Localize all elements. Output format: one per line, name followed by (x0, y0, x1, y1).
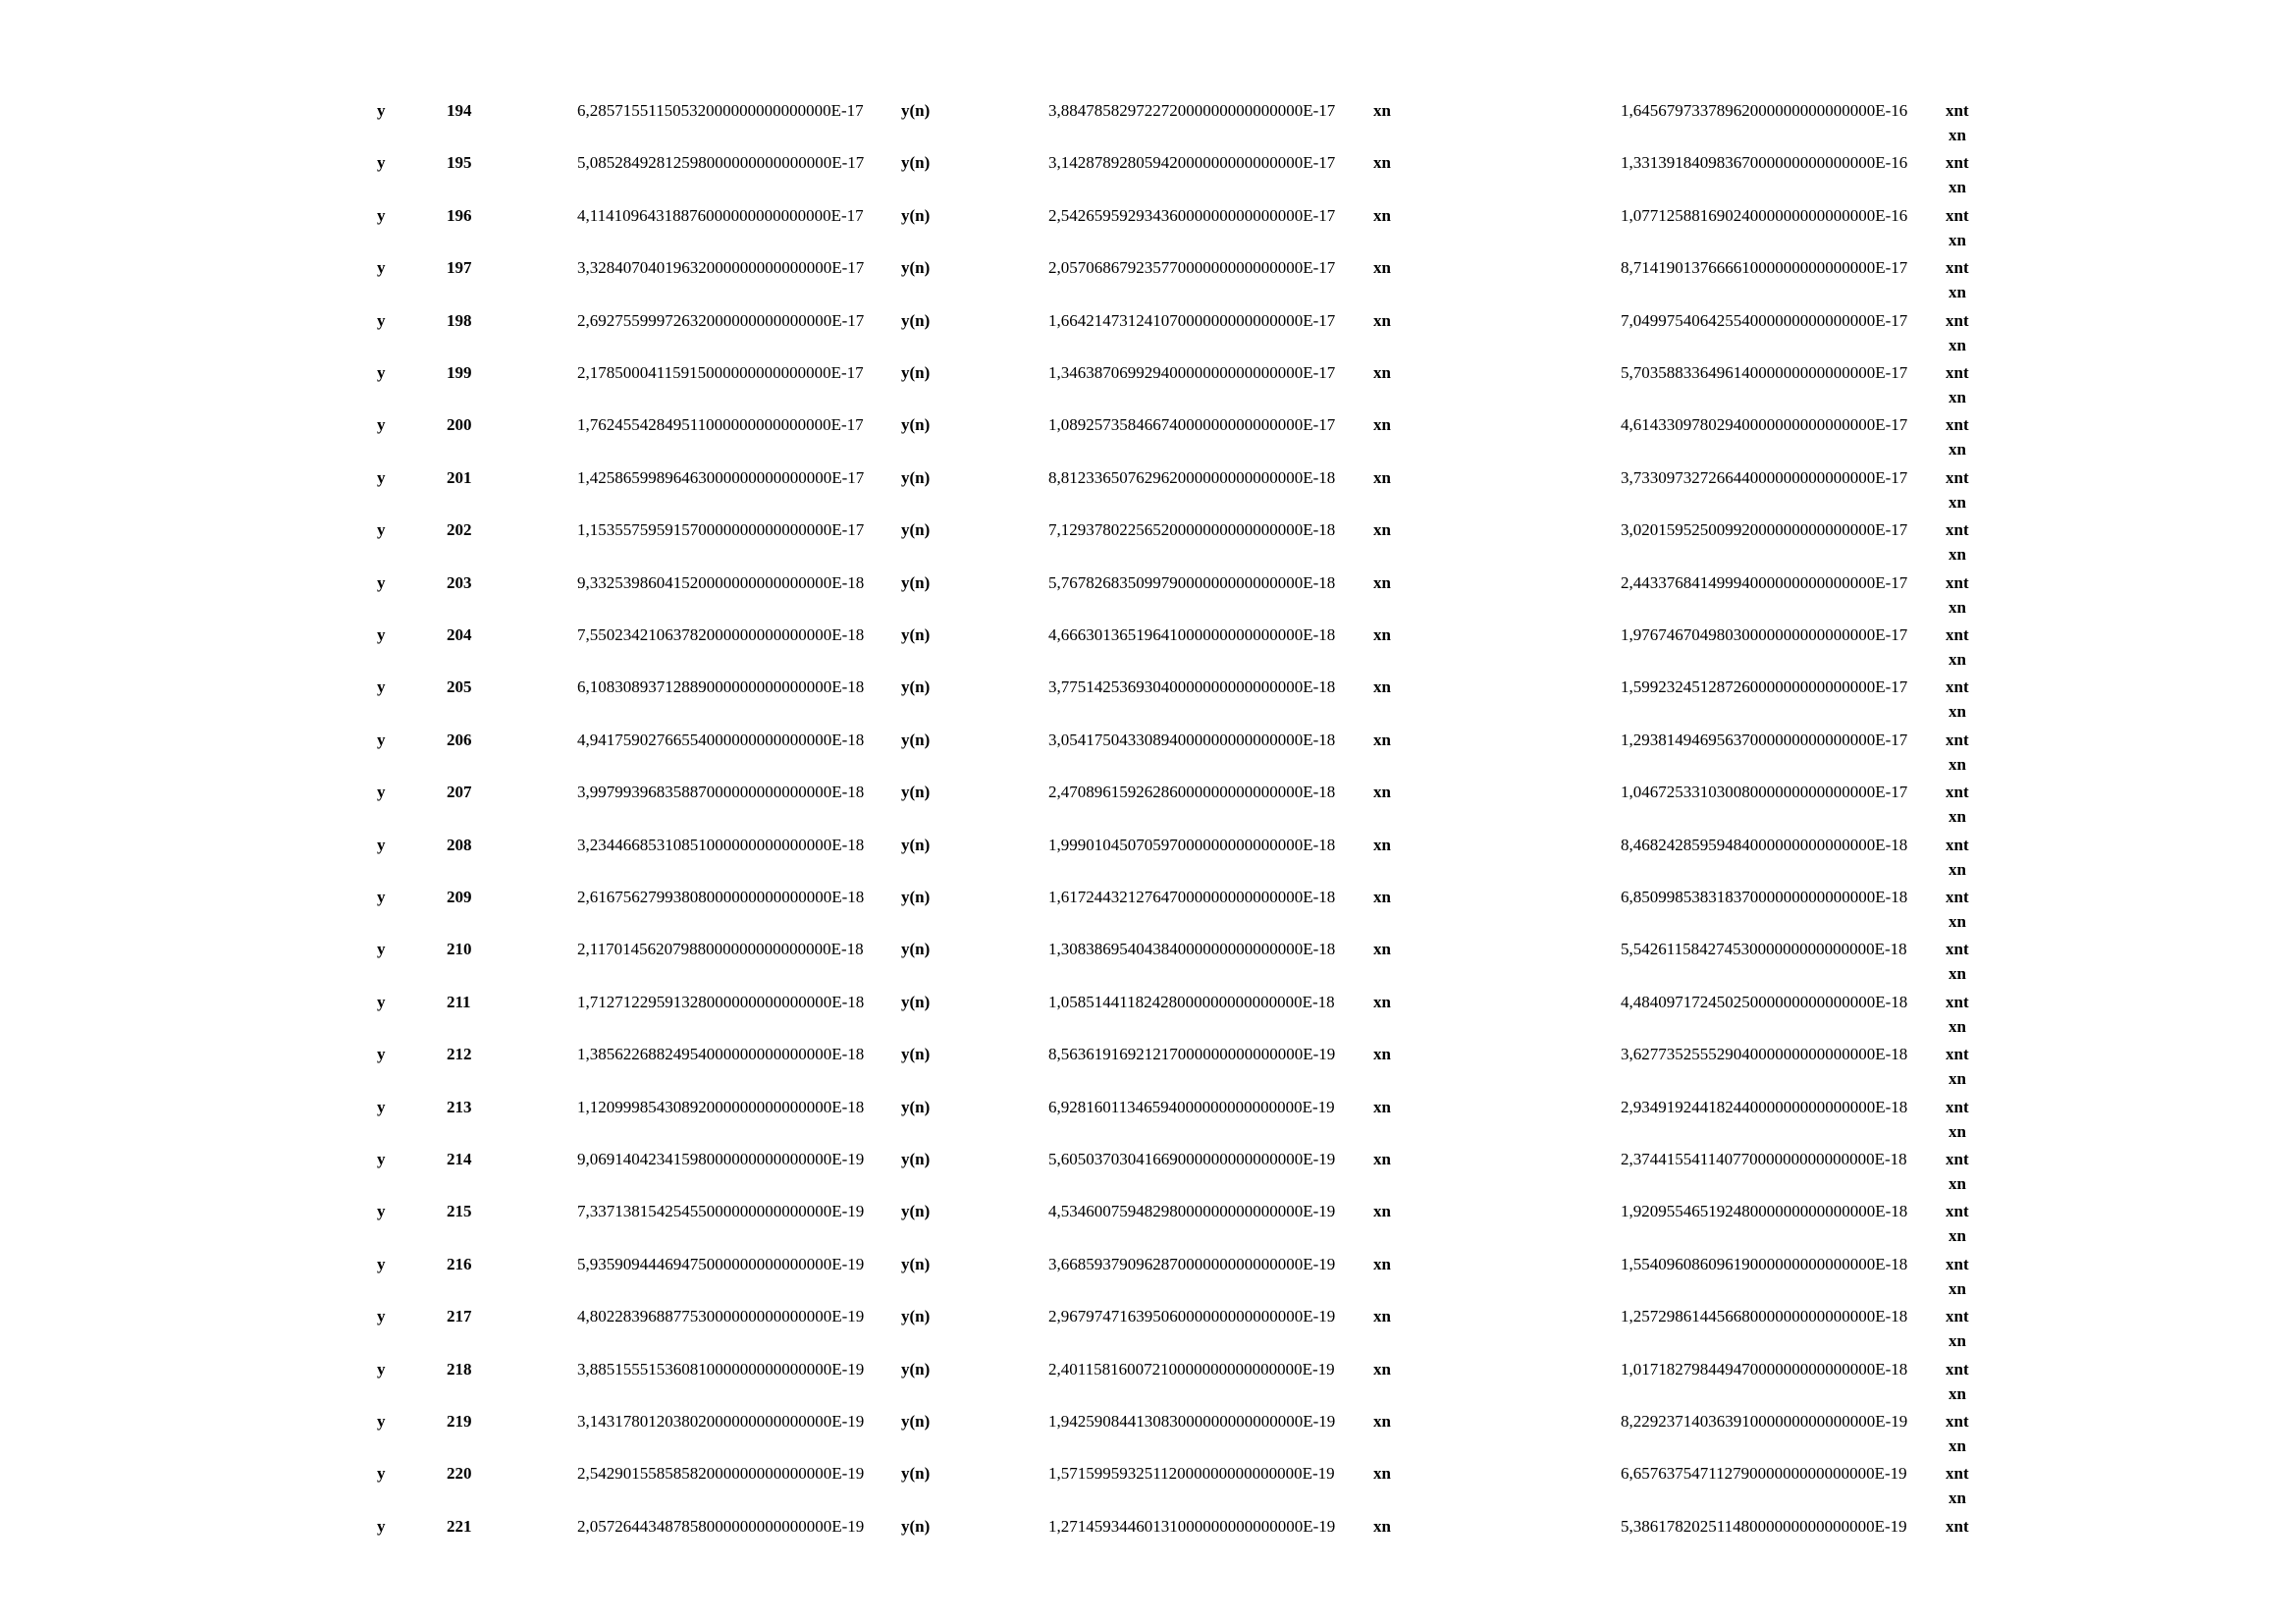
row-label: y (377, 311, 386, 330)
value-xn: 7,12937802256520000000000000000E-18 (1048, 520, 1336, 539)
value-xnt: 8,46824285959484000000000000000E-18 (1621, 836, 1908, 854)
tag-yn: y(n) (901, 1517, 931, 1536)
tag-xn: xn (1373, 206, 1391, 225)
value-yn: 3,88515551536081000000000000000E-19 (577, 1360, 865, 1379)
value-xn: 2,47089615926286000000000000000E-18 (1048, 783, 1336, 801)
table-row (0, 676, 2296, 728)
tag-xnt: xnt (1946, 1464, 1969, 1483)
value-yn: 2,11701456207988000000000000000E-18 (577, 940, 864, 958)
value-yn: 4,94175902766554000000000000000E-18 (577, 730, 865, 749)
value-xn: 1,27145934460131000000000000000E-19 (1048, 1517, 1336, 1536)
tag-xn-continuation: xn (1949, 755, 1966, 774)
table-row (0, 834, 2296, 886)
value-xnt: 1,64567973378962000000000000000E-16 (1621, 101, 1908, 120)
tag-xn: xn (1373, 468, 1391, 487)
tag-xn-continuation: xn (1949, 440, 1966, 459)
row-index: 206 (447, 730, 472, 749)
row-label: y (377, 836, 386, 854)
table-row (0, 1148, 2296, 1200)
tag-xn: xn (1373, 101, 1391, 120)
tag-xn-continuation: xn (1949, 1017, 1966, 1036)
tag-xn-continuation: xn (1949, 912, 1966, 931)
table-row (0, 1043, 2296, 1095)
tag-xn: xn (1373, 573, 1391, 592)
value-xnt: 2,93491924418244000000000000000E-18 (1621, 1098, 1908, 1116)
row-index: 209 (447, 888, 472, 906)
value-xn: 4,66630136519641000000000000000E-18 (1048, 625, 1336, 644)
value-yn: 5,08528492812598000000000000000E-17 (577, 153, 865, 172)
tag-yn: y(n) (901, 625, 931, 644)
tag-xn: xn (1373, 1517, 1391, 1536)
tag-yn: y(n) (901, 101, 931, 120)
tag-xnt: xnt (1946, 153, 1969, 172)
table-row (0, 1253, 2296, 1305)
table-row (0, 886, 2296, 938)
value-xn: 5,76782683509979000000000000000E-18 (1048, 573, 1336, 592)
value-xnt: 2,44337684149994000000000000000E-17 (1621, 573, 1908, 592)
value-xnt: 6,85099853831837000000000000000E-18 (1621, 888, 1908, 906)
tag-xn: xn (1373, 783, 1391, 801)
tag-xn-continuation: xn (1949, 1122, 1966, 1141)
tag-xn: xn (1373, 363, 1391, 382)
row-index: 203 (447, 573, 472, 592)
row-label: y (377, 1307, 386, 1325)
table-row (0, 1200, 2296, 1252)
value-yn: 2,05726443487858000000000000000E-19 (577, 1517, 865, 1536)
row-index: 210 (447, 940, 472, 958)
tag-yn: y(n) (901, 1360, 931, 1379)
row-index: 219 (447, 1412, 472, 1431)
value-yn: 2,61675627993808000000000000000E-18 (577, 888, 865, 906)
row-label: y (377, 573, 386, 592)
value-xnt: 6,65763754711279000000000000000E-19 (1621, 1464, 1907, 1483)
table-row (0, 938, 2296, 990)
table-row (0, 466, 2296, 518)
tag-xnt: xnt (1946, 783, 1969, 801)
table-row (0, 151, 2296, 203)
value-yn: 9,33253986041520000000000000000E-18 (577, 573, 865, 592)
row-label: y (377, 258, 386, 277)
table-row (0, 256, 2296, 308)
tag-xn: xn (1373, 1045, 1391, 1063)
value-yn: 5,93590944469475000000000000000E-19 (577, 1255, 865, 1273)
row-label: y (377, 1255, 386, 1273)
tag-xn-continuation: xn (1949, 283, 1966, 301)
tag-xn-continuation: xn (1949, 1279, 1966, 1298)
tag-xnt: xnt (1946, 1045, 1969, 1063)
tag-yn: y(n) (901, 468, 931, 487)
tag-xn: xn (1373, 1307, 1391, 1325)
table-row (0, 991, 2296, 1043)
value-xnt: 8,71419013766661000000000000000E-17 (1621, 258, 1908, 277)
value-yn: 6,28571551150532000000000000000E-17 (577, 101, 864, 120)
tag-xn: xn (1373, 1202, 1391, 1220)
value-xn: 2,96797471639506000000000000000E-19 (1048, 1307, 1336, 1325)
value-xn: 8,56361916921217000000000000000E-19 (1048, 1045, 1336, 1063)
tag-xnt: xnt (1946, 1255, 1969, 1273)
tag-xn: xn (1373, 836, 1391, 854)
row-label: y (377, 940, 386, 958)
tag-xnt: xnt (1946, 206, 1969, 225)
value-yn: 1,42586599896463000000000000000E-17 (577, 468, 865, 487)
value-xnt: 2,37441554114077000000000000000E-18 (1621, 1150, 1907, 1168)
row-label: y (377, 153, 386, 172)
tag-xn-continuation: xn (1949, 1384, 1966, 1403)
tag-xn-continuation: xn (1949, 598, 1966, 617)
tag-xn-continuation: xn (1949, 493, 1966, 512)
value-xnt: 1,04672533103008000000000000000E-17 (1621, 783, 1908, 801)
row-label: y (377, 1360, 386, 1379)
table-row (0, 1410, 2296, 1462)
tag-xn: xn (1373, 153, 1391, 172)
tag-yn: y(n) (901, 311, 931, 330)
row-index: 215 (447, 1202, 472, 1220)
value-xn: 1,57159959325112000000000000000E-19 (1048, 1464, 1335, 1483)
table-row (0, 623, 2296, 676)
tag-xnt: xnt (1946, 1150, 1969, 1168)
table-row (0, 361, 2296, 413)
tag-xn-continuation: xn (1949, 807, 1966, 826)
tag-yn: y(n) (901, 1412, 931, 1431)
value-yn: 4,80228396887753000000000000000E-19 (577, 1307, 865, 1325)
row-index: 200 (447, 415, 472, 434)
tag-xnt: xnt (1946, 101, 1969, 120)
tag-xnt: xnt (1946, 468, 1969, 487)
value-yn: 2,17850004115915000000000000000E-17 (577, 363, 864, 382)
tag-xn: xn (1373, 888, 1391, 906)
value-xnt: 3,02015952500992000000000000000E-17 (1621, 520, 1908, 539)
value-yn: 1,38562268824954000000000000000E-18 (577, 1045, 865, 1063)
row-index: 199 (447, 363, 472, 382)
table-row (0, 518, 2296, 570)
value-xnt: 4,48409717245025000000000000000E-18 (1621, 993, 1908, 1011)
value-xnt: 1,33139184098367000000000000000E-16 (1621, 153, 1908, 172)
tag-xnt: xnt (1946, 1360, 1969, 1379)
row-label: y (377, 468, 386, 487)
row-index: 212 (447, 1045, 472, 1063)
tag-yn: y(n) (901, 888, 931, 906)
table-row (0, 1096, 2296, 1148)
table-row (0, 781, 2296, 833)
tag-xn: xn (1373, 677, 1391, 696)
value-xnt: 3,73309732726644000000000000000E-17 (1621, 468, 1908, 487)
tag-yn: y(n) (901, 206, 931, 225)
row-label: y (377, 993, 386, 1011)
value-xn: 2,54265959293436000000000000000E-17 (1048, 206, 1336, 225)
table-row (0, 571, 2296, 623)
tag-xn: xn (1373, 1360, 1391, 1379)
row-index: 201 (447, 468, 472, 487)
tag-xnt: xnt (1946, 625, 1969, 644)
tag-xn: xn (1373, 625, 1391, 644)
tag-xn: xn (1373, 1464, 1391, 1483)
value-xn: 1,61724432127647000000000000000E-18 (1048, 888, 1336, 906)
tag-yn: y(n) (901, 730, 931, 749)
row-index: 211 (447, 993, 471, 1011)
value-yn: 2,54290155858582000000000000000E-19 (577, 1464, 865, 1483)
value-yn: 1,15355759591570000000000000000E-17 (577, 520, 865, 539)
row-label: y (377, 1464, 386, 1483)
tag-xn-continuation: xn (1949, 1226, 1966, 1245)
row-label: y (377, 1202, 386, 1220)
tag-xn: xn (1373, 311, 1391, 330)
row-label: y (377, 206, 386, 225)
value-xnt: 5,70358833649614000000000000000E-17 (1621, 363, 1908, 382)
row-label: y (377, 520, 386, 539)
tag-xn-continuation: xn (1949, 650, 1966, 669)
tag-yn: y(n) (901, 940, 931, 958)
value-xn: 1,08925735846674000000000000000E-17 (1048, 415, 1336, 434)
value-xn: 1,05851441182428000000000000000E-18 (1048, 993, 1335, 1011)
value-yn: 7,33713815425455000000000000000E-19 (577, 1202, 865, 1220)
value-xn: 4,53460075948298000000000000000E-19 (1048, 1202, 1336, 1220)
row-label: y (377, 625, 386, 644)
row-label: y (377, 730, 386, 749)
tag-yn: y(n) (901, 153, 931, 172)
tag-xn-continuation: xn (1949, 860, 1966, 879)
value-xn: 2,40115816007210000000000000000E-19 (1048, 1360, 1335, 1379)
tag-xn-continuation: xn (1949, 702, 1966, 721)
tag-yn: y(n) (901, 836, 931, 854)
value-xn: 1,99901045070597000000000000000E-18 (1048, 836, 1336, 854)
table-row (0, 309, 2296, 361)
row-label: y (377, 415, 386, 434)
value-xn: 2,05706867923577000000000000000E-17 (1048, 258, 1336, 277)
tag-xnt: xnt (1946, 730, 1969, 749)
table-row (0, 1358, 2296, 1410)
value-yn: 2,69275599972632000000000000000E-17 (577, 311, 865, 330)
tag-yn: y(n) (901, 1045, 931, 1063)
tag-xn-continuation: xn (1949, 1069, 1966, 1088)
tag-xn: xn (1373, 415, 1391, 434)
tag-xnt: xnt (1946, 1412, 1969, 1431)
row-index: 198 (447, 311, 472, 330)
tag-yn: y(n) (901, 783, 931, 801)
tag-xn-continuation: xn (1949, 231, 1966, 249)
row-label: y (377, 888, 386, 906)
table-row (0, 729, 2296, 781)
value-xn: 8,81233650762962000000000000000E-18 (1048, 468, 1336, 487)
tag-xnt: xnt (1946, 888, 1969, 906)
value-xn: 1,34638706992940000000000000000E-17 (1048, 363, 1336, 382)
table-row (0, 1462, 2296, 1514)
row-label: y (377, 1098, 386, 1116)
value-yn: 7,55023421063782000000000000000E-18 (577, 625, 865, 644)
tag-yn: y(n) (901, 1307, 931, 1325)
value-xnt: 5,38617820251148000000000000000E-19 (1621, 1517, 1907, 1536)
row-label: y (377, 1412, 386, 1431)
value-xn: 3,77514253693040000000000000000E-18 (1048, 677, 1336, 696)
tag-xn: xn (1373, 1412, 1391, 1431)
value-xnt: 5,54261158427453000000000000000E-18 (1621, 940, 1907, 958)
tag-xnt: xnt (1946, 520, 1969, 539)
table-row (0, 204, 2296, 256)
tag-xn-continuation: xn (1949, 545, 1966, 564)
tag-yn: y(n) (901, 258, 931, 277)
tag-xnt: xnt (1946, 311, 1969, 330)
tag-xn-continuation: xn (1949, 388, 1966, 406)
tag-xn: xn (1373, 520, 1391, 539)
tag-xn-continuation: xn (1949, 1436, 1966, 1455)
row-index: 196 (447, 206, 472, 225)
tag-yn: y(n) (901, 520, 931, 539)
tag-xnt: xnt (1946, 258, 1969, 277)
value-xnt: 1,92095546519248000000000000000E-18 (1621, 1202, 1908, 1220)
row-label: y (377, 1150, 386, 1168)
tag-xn: xn (1373, 1098, 1391, 1116)
row-label: y (377, 1045, 386, 1063)
tag-xn-continuation: xn (1949, 126, 1966, 144)
tag-xn: xn (1373, 1150, 1391, 1168)
row-index: 218 (447, 1360, 472, 1379)
row-index: 216 (447, 1255, 472, 1273)
tag-xnt: xnt (1946, 1202, 1969, 1220)
tag-xn-continuation: xn (1949, 336, 1966, 354)
value-yn: 3,23446685310851000000000000000E-18 (577, 836, 865, 854)
value-xnt: 1,07712588169024000000000000000E-16 (1621, 206, 1908, 225)
tag-xn-continuation: xn (1949, 1488, 1966, 1507)
tag-xn: xn (1373, 940, 1391, 958)
tag-xnt: xnt (1946, 993, 1969, 1011)
row-index: 204 (447, 625, 472, 644)
value-xn: 3,14287892805942000000000000000E-17 (1048, 153, 1336, 172)
row-index: 194 (447, 101, 472, 120)
tag-xnt: xnt (1946, 1517, 1969, 1536)
value-xn: 5,60503703041669000000000000000E-19 (1048, 1150, 1336, 1168)
value-xnt: 1,59923245128726000000000000000E-17 (1621, 677, 1908, 696)
tag-yn: y(n) (901, 573, 931, 592)
tag-xnt: xnt (1946, 677, 1969, 696)
value-xnt: 1,97674670498030000000000000000E-17 (1621, 625, 1908, 644)
value-yn: 3,32840704019632000000000000000E-17 (577, 258, 865, 277)
tag-xn: xn (1373, 258, 1391, 277)
value-xnt: 1,55409608609619000000000000000E-18 (1621, 1255, 1908, 1273)
value-yn: 1,76245542849511000000000000000E-17 (577, 415, 864, 434)
tag-yn: y(n) (901, 1255, 931, 1273)
row-index: 217 (447, 1307, 472, 1325)
value-xnt: 1,01718279844947000000000000000E-18 (1621, 1360, 1908, 1379)
tag-xnt: xnt (1946, 1098, 1969, 1116)
row-index: 220 (447, 1464, 472, 1483)
value-xn: 1,94259084413083000000000000000E-19 (1048, 1412, 1336, 1431)
value-xn: 3,88478582972272000000000000000E-17 (1048, 101, 1336, 120)
row-index: 205 (447, 677, 472, 696)
value-yn: 9,06914042341598000000000000000E-19 (577, 1150, 865, 1168)
row-label: y (377, 363, 386, 382)
row-index: 195 (447, 153, 472, 172)
tag-yn: y(n) (901, 363, 931, 382)
tag-xn-continuation: xn (1949, 178, 1966, 196)
value-yn: 6,10830893712889000000000000000E-18 (577, 677, 865, 696)
tag-xnt: xnt (1946, 363, 1969, 382)
tag-xnt: xnt (1946, 836, 1969, 854)
tag-xnt: xnt (1946, 573, 1969, 592)
tag-xn: xn (1373, 1255, 1391, 1273)
value-xnt: 1,29381494695637000000000000000E-17 (1621, 730, 1908, 749)
value-yn: 1,71271229591328000000000000000E-18 (577, 993, 865, 1011)
row-label: y (377, 1517, 386, 1536)
row-label: y (377, 101, 386, 120)
tag-yn: y(n) (901, 415, 931, 434)
tag-xnt: xnt (1946, 415, 1969, 434)
value-yn: 3,99799396835887000000000000000E-18 (577, 783, 865, 801)
row-index: 207 (447, 783, 472, 801)
tag-xn-continuation: xn (1949, 1174, 1966, 1193)
table-row (0, 413, 2296, 465)
value-xn: 1,30838695404384000000000000000E-18 (1048, 940, 1336, 958)
row-index: 202 (447, 520, 472, 539)
row-index: 197 (447, 258, 472, 277)
tag-xn-continuation: xn (1949, 964, 1966, 983)
tag-yn: y(n) (901, 993, 931, 1011)
value-xn: 1,66421473124107000000000000000E-17 (1048, 311, 1336, 330)
value-yn: 3,14317801203802000000000000000E-19 (577, 1412, 865, 1431)
value-yn: 1,12099985430892000000000000000E-18 (577, 1098, 865, 1116)
table-row (0, 1305, 2296, 1357)
row-index: 221 (447, 1517, 472, 1536)
value-xnt: 8,22923714036391000000000000000E-19 (1621, 1412, 1908, 1431)
value-xn: 3,05417504330894000000000000000E-18 (1048, 730, 1336, 749)
value-xnt: 4,61433097802940000000000000000E-17 (1621, 415, 1908, 434)
row-label: y (377, 677, 386, 696)
tag-yn: y(n) (901, 1098, 931, 1116)
row-index: 213 (447, 1098, 472, 1116)
value-xnt: 7,04997540642554000000000000000E-17 (1621, 311, 1908, 330)
value-xnt: 3,62773525552904000000000000000E-18 (1621, 1045, 1908, 1063)
tag-xnt: xnt (1946, 940, 1969, 958)
value-yn: 4,11410964318876000000000000000E-17 (577, 206, 864, 225)
tag-yn: y(n) (901, 1202, 931, 1220)
table-row (0, 99, 2296, 151)
tag-yn: y(n) (901, 677, 931, 696)
value-xn: 3,66859379096287000000000000000E-19 (1048, 1255, 1336, 1273)
tag-yn: y(n) (901, 1464, 931, 1483)
tag-xnt: xnt (1946, 1307, 1969, 1325)
tag-xn: xn (1373, 730, 1391, 749)
tag-xn-continuation: xn (1949, 1331, 1966, 1350)
value-xn: 6,92816011346594000000000000000E-19 (1048, 1098, 1335, 1116)
tag-xn: xn (1373, 993, 1391, 1011)
row-index: 214 (447, 1150, 472, 1168)
row-index: 208 (447, 836, 472, 854)
row-label: y (377, 783, 386, 801)
tag-yn: y(n) (901, 1150, 931, 1168)
value-xnt: 1,25729861445668000000000000000E-18 (1621, 1307, 1908, 1325)
table-row (0, 1515, 2296, 1567)
